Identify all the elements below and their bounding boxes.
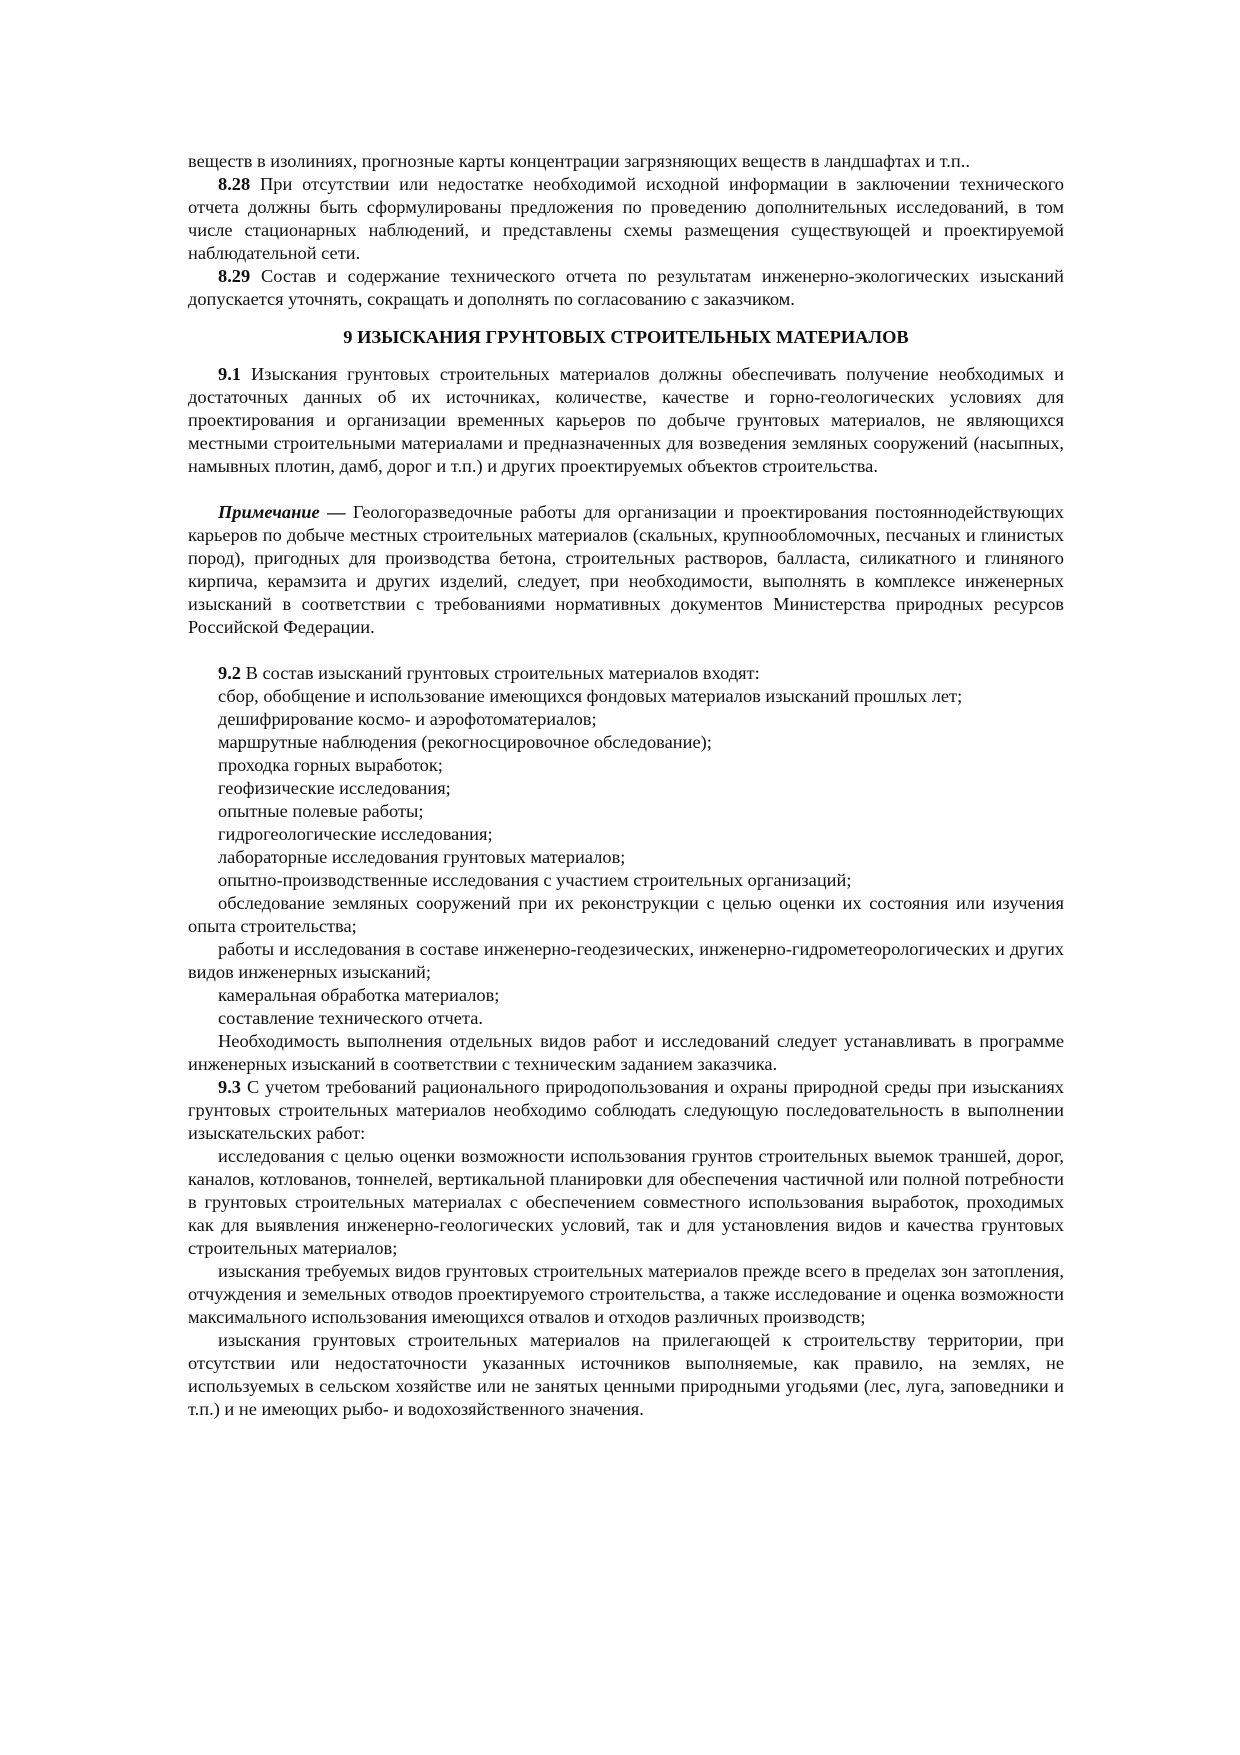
list-item: проходка горных выработок; — [218, 755, 443, 775]
clause-9-1 — [188, 363, 1064, 478]
clause-9-3 — [188, 1076, 1064, 1145]
list-item: опытно-производственные исследования с участием строительных организаций; — [218, 870, 852, 890]
clause-number: 9.1 — [218, 364, 241, 384]
clause-number: 9.3 — [218, 1077, 241, 1097]
list-item: обследование земляных сооружений при их реконструкции с целью оценки их состояния или изучения опыта строительства; — [188, 893, 1064, 936]
list-item: сбор, обобщение и использование имеющихся фондовых материалов изысканий прошлых лет; — [218, 686, 963, 706]
list-item: опытные полевые работы; — [218, 801, 424, 821]
spacer — [188, 639, 1064, 662]
note-paragraph — [188, 501, 1064, 639]
list-item: маршрутные наблюдения (рекогносцировочное обследование); — [218, 732, 712, 752]
clause-text: Изыскания грунтовых строительных материалов должны обеспечивать получение необходимых и достаточных данных об их источниках, количестве, качестве и горно-геологических условиях для проектирования и организации временных карьеров по добыче грунтовых материалов, не являющихся местными строительными материалами и предназначенных для возведения земляных сооружений (насыпных, намывных плотин, дамб, дорог и т.п.) и других проектируемых объектов строительства. — [188, 364, 1064, 476]
document-page — [188, 150, 1064, 1421]
clause-text: В состав изысканий грунтовых строительных материалов входят: — [241, 663, 760, 683]
list-item: изыскания требуемых видов грунтовых строительных материалов прежде всего в пределах зон затопления, отчуждения и земельных отводов проектируемого строительства, а также исследование и оценка возможности максимального использования имеющихся отвалов и отходов различных производств; — [188, 1261, 1064, 1327]
clause-8-29 — [188, 265, 1064, 311]
note-label: Примечание — [218, 502, 320, 522]
clause-text: При отсутствии или недостатке необходимой исходной информации в заключении технического отчета должны быть сформулированы предложения по проведению дополнительных исследований, в том числе стационарных наблюдений, и представлены схемы размещения существующей и проектируемой наблюдательной сети. — [188, 174, 1064, 263]
list-item: лабораторные исследования грунтовых материалов; — [218, 847, 626, 867]
clause-text: Состав и содержание технического отчета по результатам инженерно-экологических изысканий допускается уточнять, сокращать и дополнять по согласованию с заказчиком. — [188, 266, 1064, 309]
list-item: изыскания грунтовых строительных материалов на прилегающей к строительству территории, при отсутствии или недостаточности указанных источников выполняемые, как правило, на землях, не используемых в сельском хозяйстве или не занятых ценными природными угодьями (лес, луга, заповедники и т.п.) и не имеющих рыбо- и водохозяйственного значения. — [188, 1330, 1064, 1419]
note-dash: — — [319, 502, 353, 522]
list-item: исследования с целью оценки возможности использования грунтов строительных выемок траншей, дорог, каналов, котлованов, тоннелей, вертикальной планировки для обеспечения частичной или полной потребности в грунтовых строительных материалах с обеспечением совместного использования выработок, проходимых как для выявления инженерно-геологических условий, так и для установления видов и качества грунтовых строительных материалов; — [188, 1146, 1064, 1258]
clause-text: С учетом требований рационального природопользования и охраны природной среды при изысканиях грунтовых строительных материалов необходимо соблюдать следующую последовательность в выполнении изыскательских работ: — [188, 1077, 1064, 1143]
list-item: геофизические исследования; — [218, 778, 451, 798]
paragraph-continuation: веществ в изолиниях, прогнозные карты концентрации загрязняющих веществ в ландшафтах и т.п.. — [188, 151, 970, 171]
list-item: гидрогеологические исследования; — [218, 824, 493, 844]
clause-number: 8.28 — [218, 174, 251, 194]
clause-8-28 — [188, 173, 1064, 265]
list-item: дешифрирование космо- и аэрофотоматериалов; — [218, 709, 597, 729]
clause-number: 8.29 — [218, 266, 251, 286]
paragraph: Необходимость выполнения отдельных видов работ и исследований следует устанавливать в программе инженерных изысканий в соответствии с техническим заданием заказчика. — [188, 1031, 1064, 1074]
clause-number: 9.2 — [218, 663, 241, 683]
note-text: Геологоразведочные работы для организации и проектирования постояннодействующих карьеров по добыче местных строительных материалов (скальных, крупнообломочных, песчаных и глинистых пород), пригодных для производства бетона, строительных растворов, балласта, силикатного и глиняного кирпича, керамзита и других изделий, следует, при необходимости, выполнять в комплексе инженерных изысканий в соответствии с требованиями нормативных документов Министерства природных ресурсов Российской Федерации. — [188, 502, 1064, 637]
list-item: составление технического отчета. — [218, 1008, 483, 1028]
list-item: работы и исследования в составе инженерно-геодезических, инженерно-гидрометеорологических и других видов инженерных изысканий; — [188, 939, 1064, 982]
section-heading: 9 ИЗЫСКАНИЯ ГРУНТОВЫХ СТРОИТЕЛЬНЫХ МАТЕРИАЛОВ — [343, 327, 909, 347]
spacer — [188, 478, 1064, 501]
list-item: камеральная обработка материалов; — [218, 985, 500, 1005]
clause-9-2 — [188, 662, 1064, 685]
